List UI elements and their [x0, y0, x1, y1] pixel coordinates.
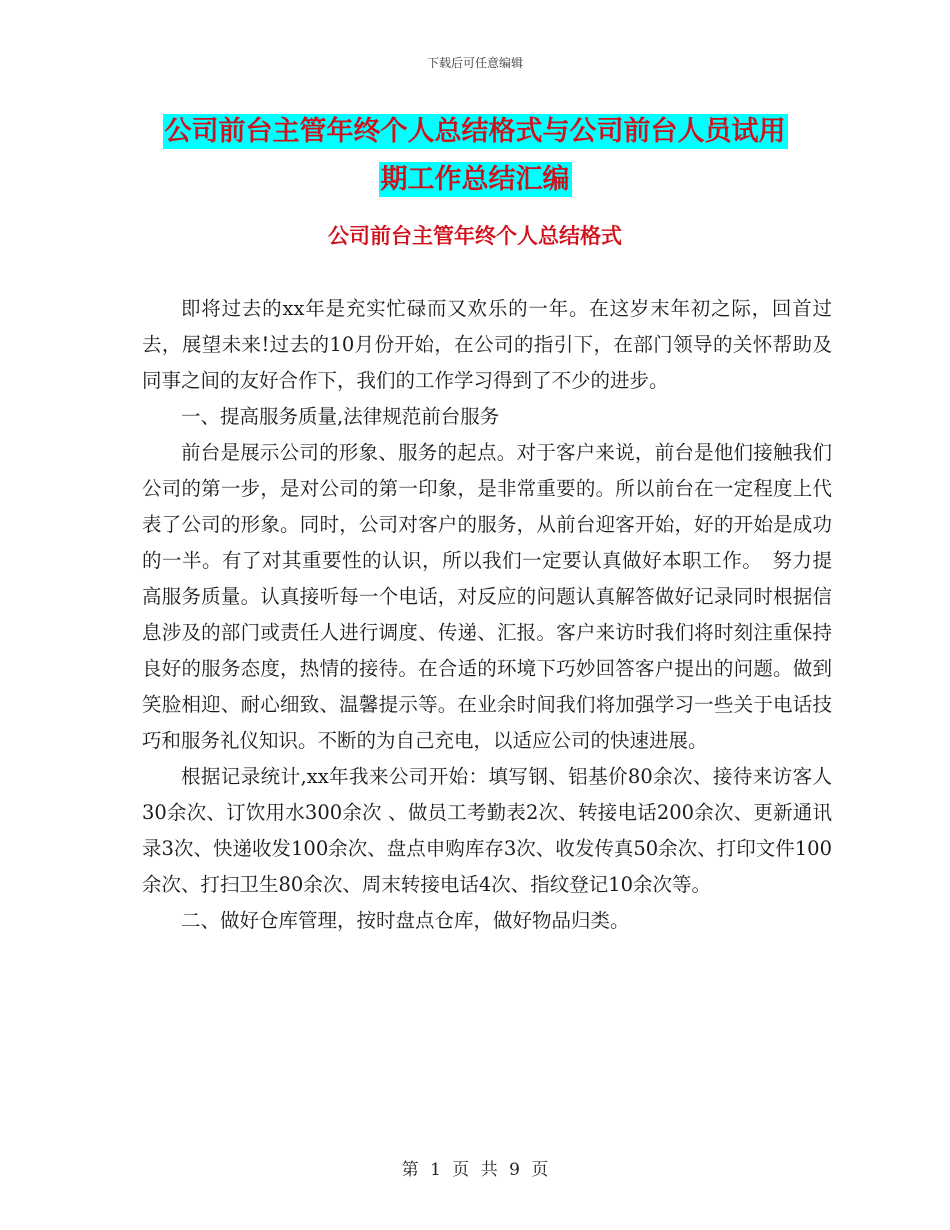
- title-highlight: 公司前台主管年终个人总结格式与公司前台人员试用: [164, 116, 786, 147]
- header-note: 下载后可任意编辑: [426, 56, 523, 70]
- heading-item-1: 一、提高服务质量,法律规范前台服务: [181, 405, 500, 428]
- paragraph-statistics: 根据记录统计,xx年我来公司开始：填写钢、铝基价80余次、接待来访客人30余次、订饮用水300余次 、做员工考勤表2次、转接电话200余次、更新通讯录3次、快递收发100余次、盘点申购库存3次、收发传真50余次、打印文件100余次、打扫卫生80余次、周末转接电话4次、指纹登记10余次等。: [142, 765, 832, 896]
- section-title: 公司前台主管年终个人总结格式: [328, 224, 622, 248]
- title-highlight: 期工作总结汇编: [380, 164, 570, 195]
- document-title: [0, 108, 950, 204]
- paragraph-intro: 即将过去的xx年是充实忙碌而又欢乐的一年。在这岁末年初之际，回首过去，展望未来!过去的10月份开始，在公司的指引下，在部门领导的关怀帮助及同事之间的友好合作下，我们的工作学习得到了不少的进步。: [142, 297, 832, 392]
- document-title-line-1: [0, 108, 950, 156]
- document-title-line-2: [0, 156, 950, 204]
- body-text: [142, 291, 832, 939]
- page-footer: 第 1 页 共 9 页: [401, 1160, 549, 1180]
- heading-item-2: 二、做好仓库管理，按时盘点仓库，做好物品归类。: [181, 909, 630, 932]
- paragraph-front-desk: 前台是展示公司的形象、服务的起点。对于客户来说，前台是他们接触我们公司的第一步，是对公司的第一印象，是非常重要的。所以前台在一定程度上代表了公司的形象。同时，公司对客户的服务，从前台迎客开始，好的开始是成功的一半。有了对其重要性的认识，所以我们一定要认真做好本职工作。 努力提高服务质量。认真接听每一个电话，对反应的问题认真解答做好记录同时根据信息涉及的部门或责任人进行调度、传递、汇报。客户来访时我们将时刻注重保持良好的服务态度，热情的接待。在合适的环境下巧妙回答客户提出的问题。做到笑脸相迎、耐心细致、温馨提示等。在业余时间我们将加强学习一些关于电话技巧和服务礼仪知识。不断的为自己充电，以适应公司的快速进展。: [142, 441, 832, 752]
